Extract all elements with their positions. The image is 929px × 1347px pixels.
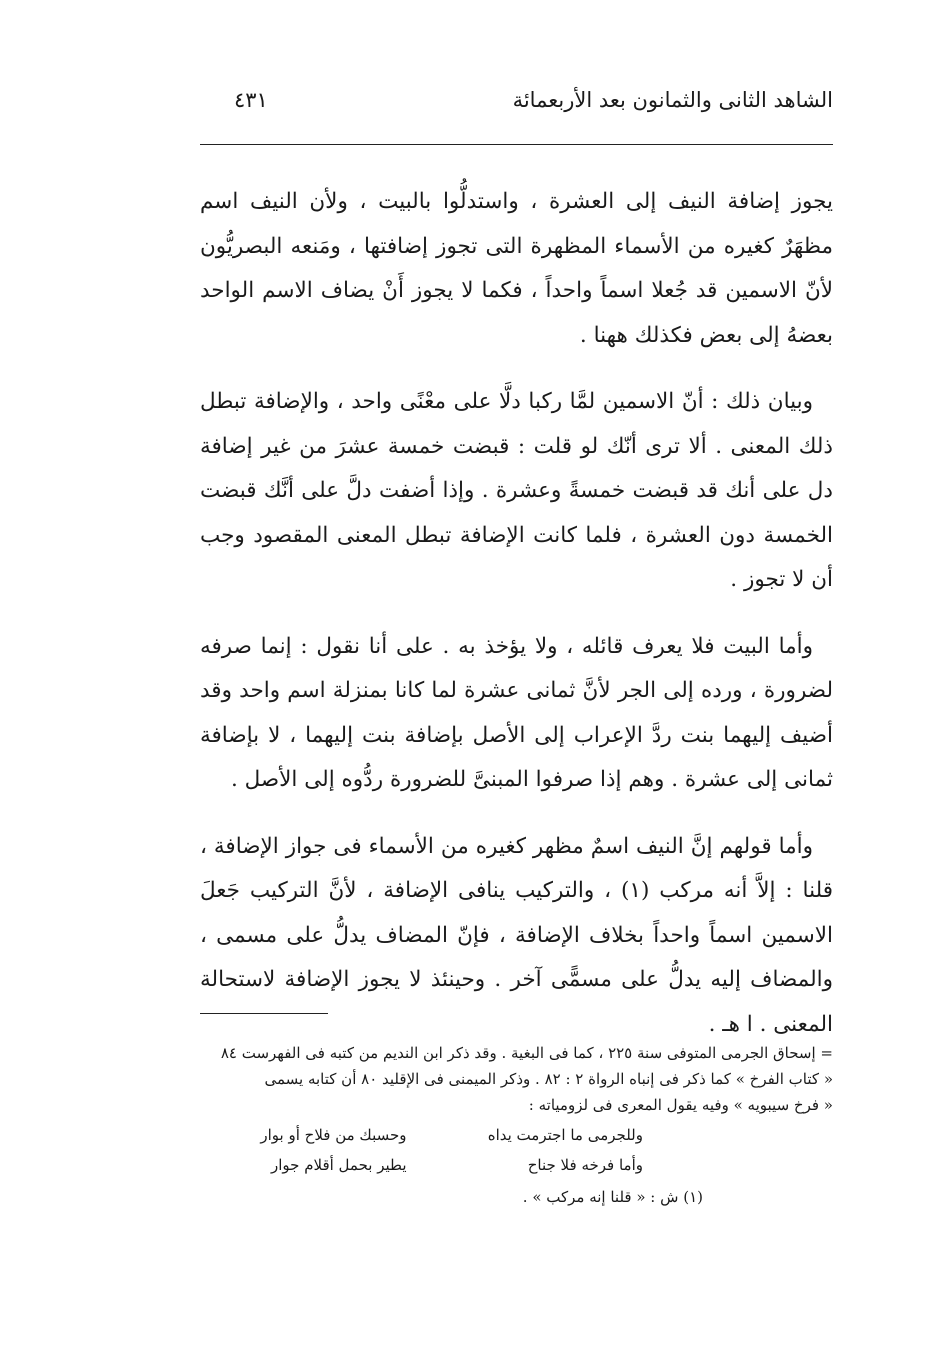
footnote-rule xyxy=(200,1013,328,1014)
paragraph: وبيان ذلك : أنّ الاسمين لمَّا ركبا دلَّا على معْنًى واحد ، والإضافة تبطل ذلك المعنى . ألا ترى أنّك لو قلت : قبضت خمسة عشرَ من غير إضافة دل على أنك قد قبضت خمسةً وعشرة . وإذا أضفت دلَّ على أنَّك قبضت الخمسة دون العشرة ، فلما كانت الإضافة تبطل المعنى المقصود وجب أن لا تجوز . xyxy=(200,389,833,592)
page-number: ٤٣١ xyxy=(234,88,268,112)
footnote-line: « فرخ سيبويه » وفيه يقول المعرى فى لزومياته : xyxy=(528,1096,833,1114)
paragraph: وأما البيت فلا يعرف قائله ، ولا يؤخذ به . على أنا نقول : إنما صرفه لضرورة ، ورده إلى الجر لأنَّ ثمانى عشرة لما كانا بمنزلة اسم واحد وقد أضيف إليهما بنت ردَّ الإعراب إلى الأصل بإضافة بنت إليهما ، لا بإضافة ثمانى إلى عشرة . وهم إذا صرفوا المبنىَّ للضرورة ردُّوه إلى الأصل . xyxy=(200,633,833,792)
footnote-note: (١) ش : « قلنا إنه مركب » . xyxy=(522,1188,703,1206)
verse-line xyxy=(200,1122,833,1148)
paragraph: يجوز إضافة النيف إلى العشرة ، واستدلُّوا بالبيت ، ولأن النيف اسم مظهَرٌ كغيره من الأسماء المظهرة التى تجوز إضافتها ، ومَنعه البصريُّون لأنّ الاسمين قد جُعلا اسماً واحداً ، فكما لا يجوز أَنْ يضاف الاسم الواحد بعضهُ إلى بعض فكذلك ههنا . xyxy=(200,189,833,348)
main-text xyxy=(200,180,833,1069)
header-rule xyxy=(200,144,833,145)
verse-second-hemistich: يطير بحمل أقلام جوار xyxy=(271,1156,407,1174)
verse-first-hemistich: وللجرمى ما اجترمت يداه xyxy=(487,1126,643,1144)
verse-line xyxy=(200,1152,833,1178)
verse-first-hemistich: وأما فرخه فلا جناح xyxy=(527,1156,643,1174)
verse-second-hemistich: وحسبك من فلاح أو بوار xyxy=(260,1126,407,1144)
footnotes xyxy=(200,1040,833,1210)
page-header xyxy=(200,88,833,128)
footnote-line: « كتاب الفرخ » كما ذكر فى إنباه الرواة ٢ : ٨٢ . وذكر الميمنى فى الإقليد ٨٠ أن كتابه يسمى xyxy=(264,1070,833,1088)
footnote-line: = إسحاق الجرمى المتوفى سنة ٢٢٥ ، كما فى البغية . وقد ذكر ابن النديم من كتبه فى الفهرست ٨٤ xyxy=(220,1044,833,1062)
running-title: الشاهد الثانى والثمانون بعد الأربعمائة xyxy=(512,88,833,112)
paragraph: وأما قولهم إنَّ النيف اسمٌ مظهر كغيره من الأسماء فى جواز الإضافة ، قلنا : إلاَّ أنه مركب (١) ، والتركيب ينافى الإضافة ، لأنَّ التركيب جَعلَ الاسمين اسماً واحداً بخلاف الإضافة ، فإنّ المضاف يدلُّ على مسمى ، والمضاف إليه يدلُّ على مسمًّى آخر . وحينئذ لا يجوز الإضافة لاستحالة المعنى . ا هـ . xyxy=(200,833,833,1037)
